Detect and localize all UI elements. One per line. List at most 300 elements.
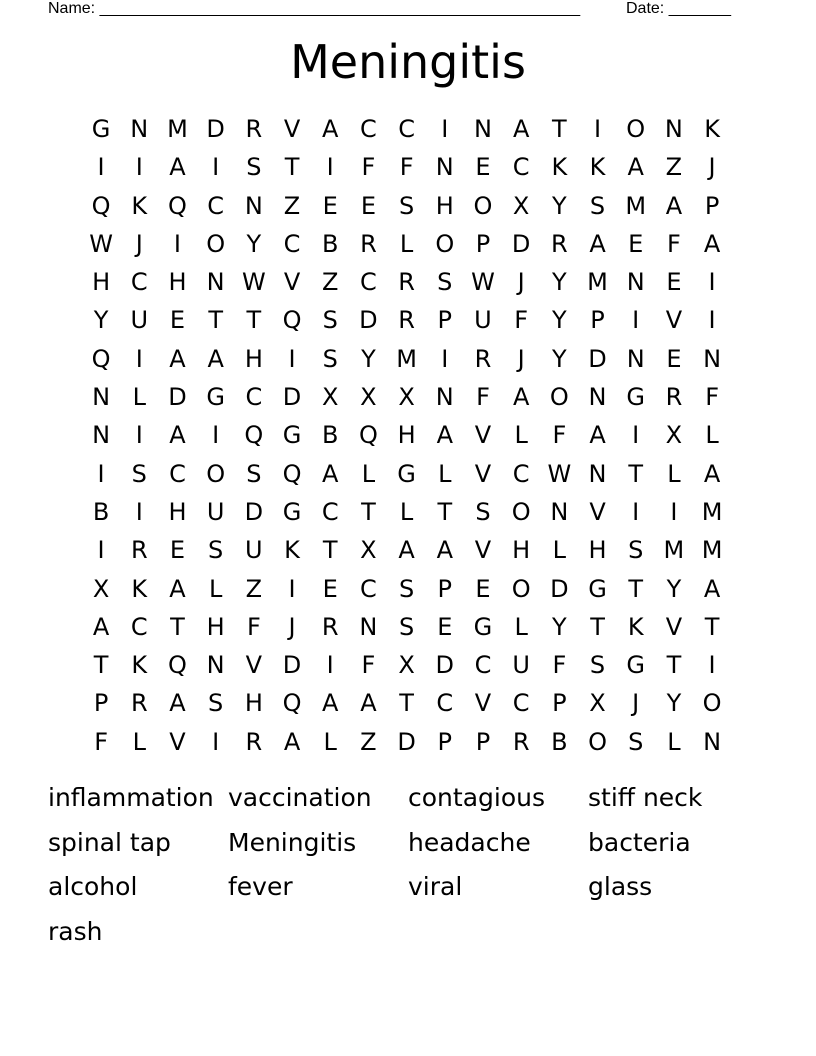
grid-letter: A: [322, 115, 339, 143]
grid-letter: Z: [245, 574, 263, 603]
grid-letter: I: [326, 651, 334, 680]
grid-letter: P: [475, 727, 491, 756]
grid-letter: Y: [552, 306, 567, 335]
grid-letter: B: [551, 727, 568, 756]
grid-letter: I: [135, 497, 143, 526]
grid-letter: Y: [361, 344, 376, 373]
grid-letter: X: [398, 383, 415, 412]
grid-letter: Y: [666, 574, 682, 603]
grid-letter: A: [398, 536, 415, 565]
word-bank-item: Meningitis: [228, 827, 357, 857]
grid-letter: Q: [282, 459, 302, 488]
grid-letter: G: [473, 612, 493, 641]
grid-letter: J: [708, 153, 716, 182]
grid-letter: O: [206, 229, 226, 258]
grid-letter: Z: [321, 268, 339, 297]
grid-letter: F: [361, 153, 376, 182]
grid-letter: T: [322, 536, 338, 565]
grid-letter: E: [437, 612, 453, 641]
grid-letter: M: [701, 497, 723, 526]
grid-letter: F: [514, 306, 529, 335]
grid-letter: C: [283, 229, 301, 258]
grid-letter: T: [246, 306, 262, 335]
grid-letter: R: [130, 536, 148, 565]
grid-letter: C: [169, 459, 186, 488]
grid-letter: A: [169, 574, 186, 603]
grid-letter: R: [245, 727, 263, 756]
grid-letter: K: [627, 612, 644, 641]
grid-letter: B: [92, 497, 110, 526]
grid-letter: S: [322, 344, 338, 373]
grid-letter: N: [588, 459, 607, 488]
grid-letter: E: [666, 344, 682, 373]
grid-letter: Q: [358, 421, 378, 450]
grid-letter: I: [441, 115, 449, 143]
grid-letter: A: [436, 421, 453, 450]
grid-letter: E: [666, 268, 682, 297]
grid-letter: P: [437, 306, 453, 335]
grid-letter: C: [436, 689, 454, 718]
grid-letter: L: [132, 727, 146, 756]
grid-letter: R: [321, 612, 339, 641]
grid-letter: J: [288, 612, 296, 641]
grid-letter: F: [476, 383, 490, 412]
grid-letter: I: [97, 536, 105, 565]
grid-letter: S: [628, 727, 644, 756]
grid-letter: Z: [283, 191, 301, 220]
grid-letter: A: [169, 344, 186, 373]
grid-letter: B: [321, 421, 339, 450]
grid-letter: O: [588, 727, 607, 756]
grid-letter: T: [666, 651, 682, 680]
grid-letter: V: [474, 536, 492, 565]
grid-letter: D: [550, 574, 569, 603]
grid-letter: U: [206, 497, 225, 526]
grid-letter: D: [435, 651, 455, 680]
grid-letter: I: [212, 727, 220, 756]
grid-letter: D: [244, 497, 264, 526]
grid-letter: M: [396, 344, 417, 373]
word-bank-item: rash: [48, 916, 103, 946]
grid-letter: L: [705, 421, 719, 450]
grid-letter: J: [135, 229, 143, 258]
grid-letter: I: [135, 344, 143, 373]
grid-letter: S: [398, 191, 415, 220]
grid-letter: F: [705, 383, 719, 412]
grid-letter: V: [665, 306, 683, 335]
grid-letter: Y: [246, 229, 262, 258]
grid-letter: X: [360, 383, 377, 412]
grid-letter: N: [703, 344, 722, 373]
grid-letter: P: [590, 306, 605, 335]
grid-letter: A: [512, 383, 530, 412]
grid-letter: M: [663, 536, 685, 565]
grid-letter: R: [398, 306, 415, 335]
grid-letter: K: [131, 574, 148, 603]
grid-letter: V: [474, 459, 492, 488]
word-bank-item: bacteria: [588, 827, 691, 857]
grid-letter: V: [169, 727, 186, 756]
grid-letter: D: [206, 115, 225, 143]
grid-letter: W: [241, 268, 266, 297]
grid-letter: O: [549, 383, 569, 412]
grid-letter: S: [628, 536, 644, 565]
grid-letter: P: [437, 727, 453, 756]
grid-letter: R: [130, 689, 148, 718]
grid-letter: I: [173, 229, 181, 258]
grid-letter: N: [244, 191, 263, 220]
grid-letter: A: [665, 191, 683, 220]
grid-letter: O: [626, 115, 646, 143]
grid-letter: S: [589, 191, 606, 220]
grid-letter: V: [283, 268, 301, 297]
grid-letter: N: [359, 612, 378, 641]
grid-letter: A: [436, 536, 453, 565]
grid-letter: G: [91, 115, 111, 143]
grid-letter: G: [282, 421, 302, 450]
grid-letter: F: [667, 229, 681, 258]
grid-letter: I: [97, 459, 105, 488]
grid-letter: F: [246, 612, 261, 641]
grid-letter: Y: [552, 268, 567, 297]
grid-letter: G: [626, 383, 646, 412]
letter-grid: [82, 110, 731, 761]
grid-letter: D: [168, 383, 187, 412]
grid-letter: L: [361, 459, 376, 488]
grid-letter: S: [589, 651, 606, 680]
grid-letter: T: [170, 612, 185, 641]
grid-letter: A: [322, 689, 339, 718]
grid-letter: G: [626, 651, 646, 680]
grid-letter: N: [588, 383, 607, 412]
grid-letter: I: [708, 306, 716, 335]
grid-letter: O: [511, 497, 531, 526]
grid-letter: N: [473, 115, 492, 143]
grid-letter: F: [361, 651, 376, 680]
grid-letter: N: [92, 421, 111, 450]
grid-letter: A: [169, 689, 186, 718]
grid-letter: I: [135, 421, 143, 450]
grid-letter: L: [208, 574, 223, 603]
grid-letter: L: [132, 383, 146, 412]
grid-letter: F: [552, 421, 567, 450]
grid-letter: A: [169, 421, 186, 450]
grid-letter: H: [244, 689, 263, 718]
word-bank-item: headache: [408, 827, 531, 857]
grid-letter: W: [89, 229, 113, 258]
word-bank-item: inflammation: [48, 783, 214, 812]
grid-letter: V: [245, 651, 263, 680]
grid-letter: L: [552, 536, 567, 565]
grid-letter: V: [665, 612, 683, 641]
grid-letter: G: [206, 383, 225, 412]
grid-letter: E: [169, 306, 186, 335]
grid-letter: V: [474, 689, 492, 718]
grid-letter: H: [435, 191, 454, 220]
word-bank-item: stiff neck: [588, 783, 703, 812]
grid-letter: N: [626, 344, 645, 373]
grid-letter: H: [244, 344, 263, 373]
grid-letter: L: [514, 612, 528, 641]
grid-letter: T: [704, 612, 720, 641]
grid-letter: G: [397, 459, 416, 488]
grid-letter: D: [588, 344, 607, 373]
word-bank-item: contagious: [408, 783, 545, 812]
grid-letter: D: [359, 306, 378, 335]
grid-letter: M: [167, 115, 188, 143]
grid-letter: H: [206, 612, 225, 641]
grid-letter: R: [665, 383, 683, 412]
grid-letter: C: [321, 497, 339, 526]
grid-letter: A: [169, 153, 186, 182]
grid-letter: N: [130, 115, 149, 143]
grid-letter: W: [547, 459, 572, 488]
grid-letter: C: [512, 689, 530, 718]
grid-letter: Y: [666, 689, 682, 718]
grid-letter: N: [92, 383, 111, 412]
grid-letter: K: [131, 191, 148, 220]
grid-letter: X: [360, 536, 377, 565]
grid-letter: B: [321, 229, 339, 258]
grid-letter: R: [551, 229, 568, 258]
grid-letter: S: [246, 153, 262, 182]
grid-letter: Q: [91, 344, 111, 373]
grid-letter: D: [511, 229, 531, 258]
grid-letter: A: [589, 421, 606, 450]
grid-letter: Q: [282, 689, 302, 718]
grid-letter: I: [593, 115, 602, 143]
grid-letter: G: [282, 497, 302, 526]
grid-letter: S: [322, 306, 338, 335]
grid-letter: D: [282, 383, 302, 412]
grid-letter: C: [398, 115, 415, 143]
grid-letter: C: [360, 574, 377, 603]
grid-letter: N: [550, 497, 569, 526]
grid-letter: Q: [282, 306, 302, 335]
grid-letter: J: [517, 268, 525, 297]
grid-letter: I: [212, 153, 220, 182]
grid-letter: C: [207, 191, 225, 220]
grid-letter: L: [323, 727, 337, 756]
grid-letter: U: [474, 306, 492, 335]
grid-letter: S: [475, 497, 491, 526]
grid-letter: T: [93, 651, 109, 680]
grid-letter: L: [667, 727, 681, 756]
worksheet-header: [48, 0, 748, 20]
grid-letter: V: [589, 497, 606, 526]
grid-letter: Q: [91, 191, 111, 220]
grid-letter: X: [589, 689, 606, 718]
grid-letter: H: [512, 536, 531, 565]
grid-letter: H: [168, 497, 187, 526]
grid-letter: D: [282, 651, 302, 680]
grid-letter: F: [552, 651, 567, 680]
grid-letter: I: [326, 153, 334, 182]
grid-letter: S: [437, 268, 453, 297]
grid-letter: K: [284, 536, 300, 565]
grid-letter: M: [701, 536, 723, 565]
grid-letter: K: [704, 115, 720, 143]
grid-letter: L: [514, 421, 528, 450]
grid-letter: T: [399, 689, 414, 718]
grid-letter: L: [667, 459, 681, 488]
grid-letter: I: [288, 574, 296, 603]
grid-letter: F: [399, 153, 414, 182]
word-bank-item: fever: [228, 872, 293, 901]
grid-letter: F: [94, 727, 108, 756]
grid-letter: J: [517, 344, 525, 373]
grid-letter: X: [398, 651, 415, 680]
grid-letter: C: [130, 268, 148, 297]
grid-letter: X: [92, 574, 110, 603]
grid-letter: V: [283, 115, 301, 143]
grid-letter: A: [360, 689, 377, 718]
grid-letter: A: [703, 574, 721, 603]
grid-letter: C: [512, 459, 530, 488]
grid-letter: K: [589, 153, 606, 182]
word-bank-item: alcohol: [48, 872, 138, 901]
grid-letter: R: [360, 229, 377, 258]
grid-letter: C: [360, 268, 377, 297]
grid-letter: Y: [552, 344, 567, 373]
grid-letter: E: [169, 536, 186, 565]
grid-letter: A: [92, 612, 110, 641]
grid-letter: A: [627, 153, 644, 182]
grid-letter: U: [245, 536, 263, 565]
grid-letter: A: [589, 229, 606, 258]
grid-letter: I: [632, 497, 640, 526]
grid-letter: T: [628, 459, 644, 488]
grid-letter: M: [587, 268, 608, 297]
grid-letter: I: [135, 153, 143, 182]
word-bank: [48, 778, 768, 956]
grid-letter: U: [130, 306, 149, 335]
grid-letter: S: [131, 459, 147, 488]
grid-letter: E: [322, 574, 338, 603]
grid-letter: L: [399, 229, 414, 258]
grid-letter: I: [708, 651, 716, 680]
date-field-label: Date: _______: [626, 0, 731, 17]
grid-letter: E: [475, 574, 491, 603]
grid-letter: S: [246, 459, 262, 488]
grid-letter: N: [435, 153, 454, 182]
grid-letter: I: [632, 306, 640, 335]
grid-letter: Z: [360, 727, 377, 756]
grid-letter: G: [588, 574, 607, 603]
grid-letter: O: [435, 229, 455, 258]
grid-letter: A: [512, 115, 530, 143]
grid-letter: A: [207, 344, 224, 373]
grid-letter: Y: [93, 306, 109, 335]
grid-letter: M: [625, 191, 647, 220]
grid-letter: T: [552, 115, 567, 143]
grid-letter: S: [398, 612, 415, 641]
grid-letter: C: [130, 612, 148, 641]
grid-letter: D: [397, 727, 416, 756]
grid-letter: H: [588, 536, 607, 565]
word-bank-item: spinal tap: [48, 827, 171, 857]
grid-letter: S: [208, 536, 224, 565]
grid-letter: I: [632, 421, 640, 450]
grid-letter: H: [168, 268, 187, 297]
grid-letter: R: [245, 115, 263, 143]
grid-letter: T: [284, 153, 300, 182]
grid-letter: X: [665, 421, 683, 450]
grid-letter: R: [512, 727, 530, 756]
grid-letter: P: [704, 191, 720, 220]
grid-letter: X: [321, 383, 339, 412]
grid-letter: Q: [168, 191, 187, 220]
grid-letter: V: [474, 421, 492, 450]
page-title: Meningitis: [290, 35, 526, 89]
grid-letter: R: [398, 268, 415, 297]
grid-letter: Q: [244, 421, 264, 450]
grid-letter: I: [212, 421, 220, 450]
grid-letter: N: [664, 115, 683, 143]
grid-letter: Q: [168, 651, 187, 680]
name-field-label: Name: ______________________________________________________: [48, 0, 581, 17]
grid-letter: X: [512, 191, 530, 220]
grid-letter: U: [512, 651, 530, 680]
grid-letter: N: [703, 727, 722, 756]
grid-letter: N: [626, 268, 645, 297]
grid-letter: E: [322, 191, 338, 220]
grid-letter: H: [92, 268, 111, 297]
word-bank-item: vaccination: [228, 783, 372, 812]
grid-letter: I: [670, 497, 678, 526]
grid-letter: S: [208, 689, 224, 718]
grid-letter: T: [361, 497, 376, 526]
grid-letter: W: [471, 268, 495, 297]
grid-letter: S: [398, 574, 415, 603]
grid-letter: Y: [552, 191, 567, 220]
grid-letter: T: [208, 306, 223, 335]
grid-letter: T: [628, 574, 644, 603]
grid-letter: O: [702, 689, 722, 718]
grid-letter: E: [475, 153, 491, 182]
grid-letter: O: [511, 574, 531, 603]
grid-letter: C: [360, 115, 377, 143]
grid-letter: T: [590, 612, 605, 641]
grid-letter: E: [360, 191, 376, 220]
grid-letter: N: [206, 268, 225, 297]
grid-letter: H: [397, 421, 416, 450]
grid-letter: Y: [552, 612, 567, 641]
grid-letter: A: [322, 459, 339, 488]
grid-letter: Z: [665, 153, 683, 182]
grid-letter: I: [288, 344, 296, 373]
grid-letter: A: [703, 459, 721, 488]
grid-letter: O: [473, 191, 493, 220]
grid-letter: C: [512, 153, 530, 182]
grid-letter: A: [283, 727, 301, 756]
grid-letter: P: [552, 689, 567, 718]
grid-letter: N: [435, 383, 454, 412]
grid-letter: A: [703, 229, 721, 258]
grid-letter: T: [437, 497, 453, 526]
grid-letter: K: [551, 153, 568, 182]
grid-letter: P: [437, 574, 453, 603]
grid-letter: O: [206, 459, 226, 488]
grid-letter: C: [474, 651, 492, 680]
grid-letter: I: [708, 268, 716, 297]
grid-letter: C: [245, 383, 263, 412]
grid-letter: P: [475, 229, 491, 258]
grid-letter: L: [438, 459, 452, 488]
grid-letter: I: [441, 344, 449, 373]
grid-letter: K: [131, 651, 148, 680]
grid-letter: J: [632, 689, 640, 718]
